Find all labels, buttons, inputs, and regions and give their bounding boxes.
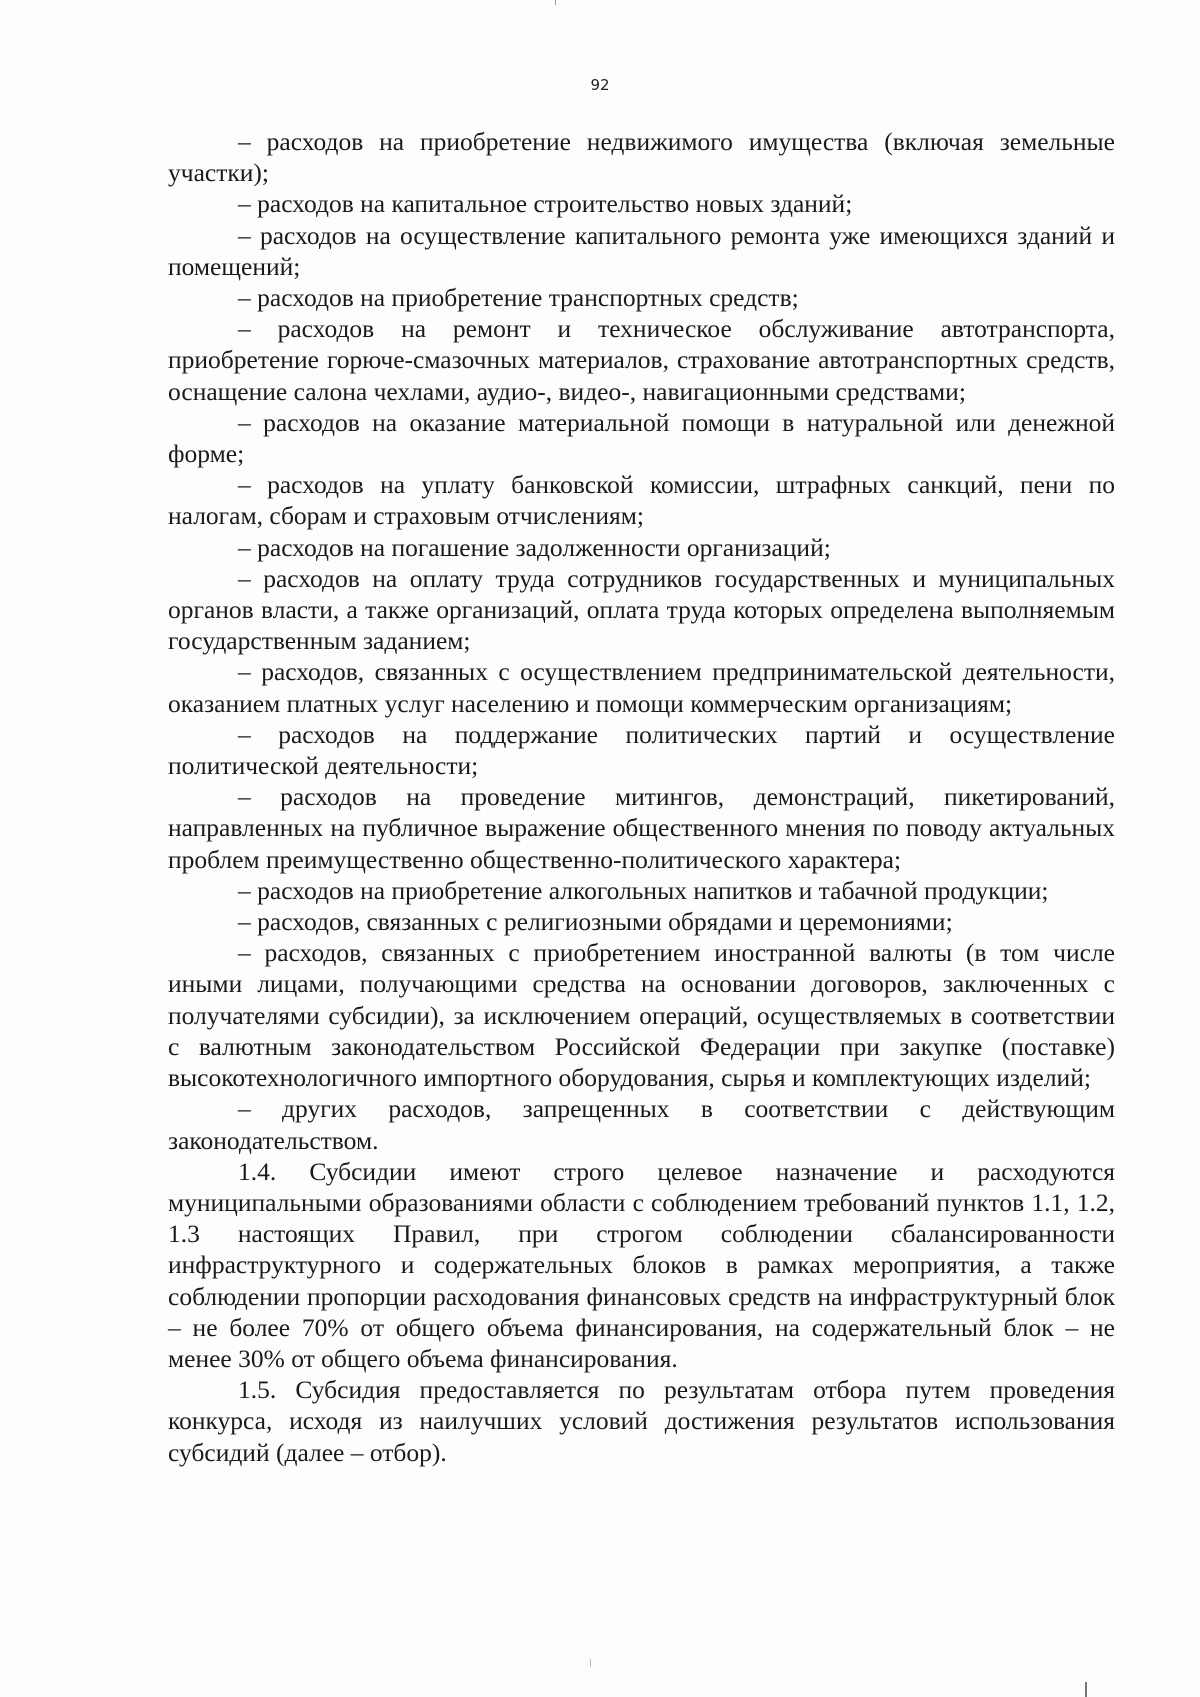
page-number: 92 (590, 76, 610, 94)
paragraph: – расходов на капитальное строительство новых зданий; (238, 189, 853, 219)
paragraph: – расходов на ремонт и техническое обслуживание автотранспорта, приобретение горюче-смазочных материалов, страхование автотранспортных средств, оснащение салона чехлами, аудио-, видео-, навигационными средствами; (168, 314, 1115, 406)
paragraph: – расходов, связанных с приобретением иностранной валюты (в том числе иными лицами, получающими средства на основании договоров, заключенных с получателями субсидии), за исключением операций, осуществляемых в соответствии с валютным законодательством Российской Федерации при закупке (поставке) высокотехнологичного импортного оборудования, сырья и комплектующих изделий; (168, 938, 1115, 1093)
scan-artifact (1085, 1682, 1087, 1697)
scan-artifact (555, 0, 556, 5)
paragraph: – расходов на приобретение алкогольных напитков и табачной продукции; (238, 875, 1049, 905)
paragraph: – расходов на оплату труда сотрудников государственных и муниципальных органов власти, а также организаций, оплата труда которых определена выполняемым государственным заданием; (168, 563, 1115, 656)
paragraph: – других расходов, запрещенных в соответствии с действующим законодательством. (168, 1094, 1115, 1155)
paragraph: – расходов на погашение задолженности организаций; (238, 532, 831, 562)
paragraph: – расходов на осуществление капитального ремонта уже имеющихся зданий и помещений; (168, 220, 1115, 281)
paragraph: – расходов на приобретение недвижимого имущества (включая земельные участки); (168, 127, 1115, 188)
document-body (168, 126, 1115, 1468)
scan-artifact (590, 1659, 591, 1667)
paragraph: – расходов на уплату банковской комиссии, штрафных санкций, пени по налогам, сборам и страховым отчислениям; (168, 470, 1115, 531)
paragraph: – расходов на проведение митингов, демонстраций, пикетирований, направленных на публичное выражение общественного мнения по поводу актуальных проблем преимущественно общественно-политического характера; (168, 782, 1115, 874)
paragraph: – расходов на приобретение транспортных средств; (238, 283, 799, 313)
paragraph: – расходов, связанных с осуществлением предпринимательской деятельности, оказанием платных услуг населению и помощи коммерческим организациям; (168, 657, 1115, 718)
paragraph-clause-1-5: 1.5. Субсидия предоставляется по результатам отбора путем проведения конкурса, исходя из наилучших условий достижения результатов использования субсидий (далее – отбор). (168, 1375, 1115, 1467)
paragraph: – расходов, связанных с религиозными обрядами и церемониями; (238, 907, 953, 937)
paragraph: – расходов на оказание материальной помощи в натуральной или денежной форме; (168, 407, 1115, 469)
paragraph-clause-1-4: 1.4. Субсидии имеют строго целевое назначение и расходуются муниципальными образованиями области с соблюдением требований пунктов 1.1, 1.2, 1.3 настоящих Правил, при строгом соблюдении сбалансированности инфраструктурного и содержательных блоков в рамках мероприятия, а также соблюдении пропорции расходования финансовых средств на инфраструктурный блок – не более 70% от общего объема финансирования, на содержательный блок – не менее 30% от общего объема финансирования. (168, 1156, 1115, 1373)
paragraph: – расходов на поддержание политических партий и осуществление политической деятельности; (168, 719, 1115, 781)
